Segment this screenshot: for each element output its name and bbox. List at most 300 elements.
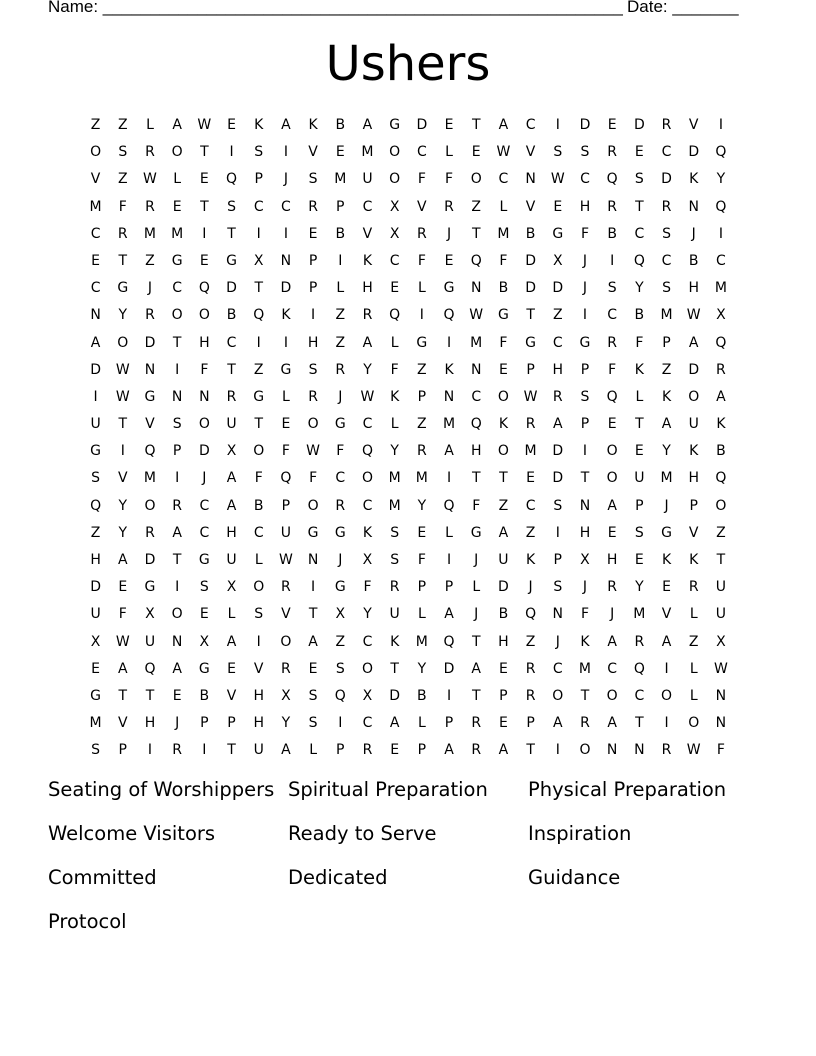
grid-letter: C <box>416 144 427 161</box>
grid-letter: L <box>635 388 644 405</box>
grid-letter: O <box>688 388 700 405</box>
grid-letter: O <box>552 687 564 704</box>
grid-letter: Z <box>117 117 128 133</box>
word-list-item: Physical Preparation <box>528 778 727 801</box>
grid-letter: I <box>446 552 452 568</box>
grid-letter: M <box>470 334 483 351</box>
grid-letter: G <box>144 579 156 596</box>
grid-letter: V <box>90 171 101 188</box>
grid-letter: C <box>661 252 672 269</box>
grid-letter: S <box>580 388 590 405</box>
grid-letter: D <box>552 443 564 460</box>
grid-letter: K <box>661 388 672 405</box>
grid-letter: R <box>525 416 536 433</box>
grid-letter: W <box>115 633 130 650</box>
grid-letter: D <box>525 252 536 269</box>
grid-letter: I <box>446 334 452 351</box>
grid-letter: R <box>172 497 183 514</box>
grid-letter: O <box>117 334 129 351</box>
grid-letter: C <box>199 497 210 514</box>
grid-letter: K <box>661 552 672 568</box>
grid-letter: A <box>90 334 101 351</box>
grid-letter: S <box>254 144 264 161</box>
grid-letter: A <box>471 660 481 677</box>
grid-letter: L <box>336 280 345 297</box>
grid-row <box>82 737 735 764</box>
grid-letter: T <box>471 687 481 704</box>
grid-letter: I <box>256 633 261 650</box>
grid-letter: H <box>253 687 264 704</box>
grid-letter: F <box>363 579 372 596</box>
grid-letter: C <box>471 388 482 405</box>
grid-letter: D <box>552 470 564 487</box>
grid-letter: K <box>390 388 400 405</box>
grid-letter: G <box>144 388 156 405</box>
grid-letter: Y <box>390 443 399 460</box>
grid-letter: F <box>200 361 209 378</box>
grid-letter: J <box>555 633 560 650</box>
grid-letter: B <box>716 443 726 460</box>
grid-letter: E <box>634 552 644 568</box>
grid-letter: R <box>661 198 672 215</box>
grid-row <box>82 574 735 601</box>
grid-letter: L <box>689 687 698 704</box>
grid-letter: S <box>308 687 318 704</box>
grid-letter: F <box>580 225 589 242</box>
grid-letter: X <box>90 633 101 650</box>
grid-letter: S <box>607 280 617 297</box>
grid-letter: D <box>389 687 401 704</box>
grid-letter: I <box>147 742 153 759</box>
grid-letter: W <box>496 144 511 161</box>
grid-letter: C <box>716 252 726 269</box>
grid-row <box>82 520 735 547</box>
grid-letter: D <box>443 660 455 677</box>
word-list-item: Guidance <box>528 866 621 889</box>
grid-letter: Q <box>606 388 618 405</box>
name-field-label: Name: _______________________________________________________ <box>48 0 623 16</box>
grid-letter: L <box>445 144 453 161</box>
grid-letter: G <box>307 524 319 541</box>
grid-letter: P <box>417 388 427 405</box>
grid-letter: R <box>308 198 318 215</box>
grid-letter: I <box>311 307 316 324</box>
grid-letter: M <box>524 443 537 460</box>
grid-letter: B <box>199 687 210 704</box>
grid-letter: E <box>335 144 345 161</box>
grid-letter: F <box>417 252 426 269</box>
grid-letter: D <box>90 361 101 378</box>
grid-letter: C <box>389 252 400 269</box>
grid-letter: J <box>582 252 588 269</box>
grid-letter: S <box>662 225 671 242</box>
grid-letter: Q <box>470 416 482 433</box>
grid-letter: I <box>93 388 98 405</box>
grid-letter: B <box>498 280 509 297</box>
grid-letter: R <box>226 388 237 405</box>
grid-letter: M <box>442 416 456 433</box>
grid-letter: L <box>499 198 508 215</box>
grid-letter: K <box>689 171 699 188</box>
grid-letter: J <box>582 579 588 596</box>
grid-letter: T <box>471 470 481 487</box>
grid-letter: E <box>634 144 644 161</box>
grid-letter: A <box>607 633 617 650</box>
grid-letter: Q <box>280 470 292 487</box>
grid-letter: I <box>202 742 207 759</box>
grid-letter: G <box>334 579 346 596</box>
grid-letter: Q <box>715 334 727 351</box>
grid-letter: Z <box>335 334 346 351</box>
grid-letter: A <box>607 497 617 514</box>
grid-letter: A <box>362 334 373 351</box>
grid-letter: F <box>336 443 345 460</box>
grid-letter: Q <box>253 307 265 324</box>
grid-letter: W <box>278 552 293 568</box>
grid-letter: E <box>607 416 617 433</box>
grid-letter: C <box>253 524 264 541</box>
grid-letter: C <box>335 470 346 487</box>
grid-letter: X <box>389 198 400 215</box>
grid-letter: O <box>90 144 102 161</box>
word-list-item: Ready to Serve <box>288 822 437 845</box>
grid-letter: C <box>580 171 590 188</box>
grid-letter: A <box>498 117 509 133</box>
grid-row <box>82 275 735 302</box>
grid-letter: T <box>526 742 535 759</box>
grid-letter: P <box>118 742 127 759</box>
grid-letter: T <box>635 416 644 433</box>
grid-letter: A <box>226 633 237 650</box>
grid-letter: D <box>280 280 292 297</box>
grid-letter: X <box>281 687 291 704</box>
word-list-item: Spiritual Preparation <box>288 778 488 801</box>
grid-letter: M <box>497 225 510 242</box>
grid-letter: K <box>716 416 726 433</box>
grid-letter: M <box>89 198 102 215</box>
grid-letter: J <box>610 606 615 623</box>
grid-letter: C <box>362 715 373 732</box>
grid-letter: W <box>713 660 728 677</box>
grid-letter: Q <box>606 171 618 188</box>
grid-row <box>82 465 735 492</box>
grid-letter: I <box>555 117 560 133</box>
grid-letter: E <box>91 252 101 269</box>
word-list-item: Dedicated <box>288 866 388 889</box>
grid-letter: R <box>607 198 618 215</box>
grid-letter: X <box>145 606 155 623</box>
grid-letter: M <box>361 144 374 161</box>
grid-letter: P <box>308 252 318 269</box>
grid-letter: K <box>254 117 264 133</box>
grid-letter: R <box>281 660 291 677</box>
grid-letter: R <box>145 144 155 161</box>
grid-letter: W <box>686 307 701 324</box>
grid-letter: V <box>117 470 128 487</box>
grid-letter: P <box>499 687 508 704</box>
grid-letter: X <box>716 633 726 650</box>
grid-letter: R <box>362 307 373 324</box>
grid-letter: X <box>253 252 264 269</box>
grid-letter: Y <box>363 361 372 378</box>
grid-letter: Q <box>334 687 346 704</box>
grid-letter: A <box>281 117 291 133</box>
grid-letter: M <box>660 470 673 487</box>
grid-letter: S <box>118 144 128 161</box>
grid-letter: N <box>90 307 101 324</box>
grid-row <box>82 438 735 465</box>
grid-letter: V <box>525 198 536 215</box>
grid-letter: O <box>361 470 373 487</box>
grid-letter: E <box>607 117 617 133</box>
grid-letter: T <box>118 416 128 433</box>
grid-letter: Y <box>635 280 644 297</box>
grid-letter: R <box>688 579 699 596</box>
grid-letter: N <box>606 742 618 759</box>
grid-letter: N <box>525 171 536 188</box>
grid-letter: D <box>579 117 591 133</box>
grid-letter: C <box>552 660 563 677</box>
grid-letter: F <box>580 606 589 623</box>
grid-letter: S <box>199 579 209 596</box>
grid-letter: C <box>362 497 373 514</box>
grid-letter: C <box>281 198 291 215</box>
grid-letter: F <box>417 552 426 568</box>
grid-letter: K <box>526 552 536 568</box>
grid-letter: T <box>471 633 481 650</box>
grid-letter: W <box>143 171 157 188</box>
grid-letter: X <box>716 307 726 324</box>
grid-letter: I <box>283 225 288 242</box>
grid-letter: J <box>202 470 207 487</box>
grid-letter: I <box>610 252 615 269</box>
grid-letter: Q <box>715 198 727 215</box>
word-list-item: Committed <box>48 866 157 889</box>
grid-letter: O <box>280 633 292 650</box>
grid-letter: C <box>634 225 645 242</box>
grid-row <box>82 166 735 193</box>
grid-letter: F <box>499 252 508 269</box>
grid-letter: J <box>664 497 669 514</box>
word-list <box>48 778 788 934</box>
grid-letter: N <box>715 687 727 704</box>
grid-letter: P <box>444 579 454 596</box>
grid-letter: R <box>525 660 536 677</box>
grid-letter: X <box>199 633 210 650</box>
grid-letter: U <box>226 416 237 433</box>
grid-letter: G <box>117 280 129 297</box>
grid-letter: T <box>118 687 128 704</box>
grid-letter: M <box>143 470 157 487</box>
grid-letter: L <box>417 606 426 623</box>
grid-letter: E <box>199 252 209 269</box>
grid-letter: O <box>661 687 673 704</box>
grid-letter: V <box>362 225 373 242</box>
grid-letter: Z <box>417 416 427 433</box>
grid-letter: I <box>555 524 560 541</box>
grid-letter: S <box>553 144 563 161</box>
grid-letter: T <box>145 687 155 704</box>
grid-letter: O <box>497 388 509 405</box>
grid-letter: G <box>552 225 564 242</box>
grid-letter: B <box>607 225 617 242</box>
grid-letter: H <box>579 524 591 541</box>
grid-letter: T <box>471 117 481 133</box>
grid-letter: Y <box>417 660 427 677</box>
grid-letter: D <box>688 144 700 161</box>
grid-letter: W <box>523 388 538 405</box>
grid-letter: T <box>635 715 644 732</box>
grid-letter: O <box>389 171 401 188</box>
grid-letter: K <box>362 524 373 541</box>
grid-letter: F <box>390 361 399 378</box>
grid-letter: Z <box>117 171 128 188</box>
grid-letter: K <box>308 117 318 133</box>
grid-letter: E <box>118 579 128 596</box>
grid-letter: R <box>117 225 128 242</box>
grid-letter: M <box>334 171 347 188</box>
grid-letter: H <box>606 552 618 568</box>
grid-letter: N <box>280 252 292 269</box>
grid-letter: T <box>635 198 644 215</box>
grid-letter: R <box>661 117 672 133</box>
grid-letter: T <box>471 225 481 242</box>
grid-letter: Y <box>118 524 128 541</box>
grid-row <box>82 112 735 139</box>
grid-letter: Q <box>470 252 482 269</box>
grid-letter: D <box>144 552 156 568</box>
grid-letter: I <box>555 742 560 759</box>
grid-letter: I <box>283 144 288 161</box>
grid-row <box>82 357 735 384</box>
grid-letter: K <box>689 552 699 568</box>
grid-letter: A <box>362 117 373 133</box>
grid-row <box>82 656 735 683</box>
word-list-item: Protocol <box>48 910 127 933</box>
grid-letter: A <box>389 715 400 732</box>
grid-letter: G <box>90 687 102 704</box>
grid-letter: P <box>580 416 590 433</box>
grid-letter: J <box>691 225 696 242</box>
grid-letter: O <box>171 606 183 623</box>
grid-letter: I <box>175 470 180 487</box>
grid-letter: L <box>254 552 263 568</box>
grid-letter: Q <box>443 307 455 324</box>
grid-letter: O <box>606 687 618 704</box>
grid-letter: I <box>664 715 669 732</box>
grid-letter: T <box>716 552 726 568</box>
grid-letter: W <box>115 361 130 378</box>
grid-letter: A <box>444 443 454 460</box>
grid-letter: N <box>171 633 183 650</box>
grid-letter: B <box>417 687 427 704</box>
grid-letter: Y <box>118 307 128 324</box>
grid-letter: Y <box>118 497 128 514</box>
grid-letter: P <box>526 715 535 732</box>
grid-letter: E <box>199 171 209 188</box>
grid-letter: E <box>227 117 236 133</box>
grid-letter: T <box>254 280 263 297</box>
grid-letter: K <box>444 361 454 378</box>
grid-letter: F <box>716 742 725 759</box>
grid-letter: A <box>607 715 617 732</box>
grid-letter: V <box>281 606 291 623</box>
grid-letter: D <box>498 579 509 596</box>
grid-letter: O <box>253 443 265 460</box>
grid-letter: L <box>689 660 698 677</box>
grid-letter: T <box>308 606 318 623</box>
grid-letter: U <box>90 606 101 623</box>
grid-letter: P <box>254 171 263 188</box>
grid-letter: O <box>361 660 373 677</box>
grid-letter: E <box>498 660 508 677</box>
grid-letter: N <box>715 715 727 732</box>
grid-letter: G <box>497 307 509 324</box>
grid-letter: O <box>606 443 618 460</box>
grid-letter: P <box>689 497 698 514</box>
grid-letter: G <box>334 524 346 541</box>
grid-letter: C <box>634 687 645 704</box>
grid-letter: F <box>635 334 644 351</box>
grid-letter: C <box>498 171 509 188</box>
grid-letter: P <box>200 715 209 732</box>
grid-letter: G <box>198 660 210 677</box>
grid-letter: S <box>91 742 101 759</box>
grid-letter: L <box>146 117 154 133</box>
grid-letter: V <box>417 198 427 215</box>
grid-letter: V <box>226 687 237 704</box>
grid-letter: Q <box>389 307 401 324</box>
grid-letter: I <box>419 307 424 324</box>
grid-letter: L <box>227 606 236 623</box>
grid-letter: I <box>338 252 343 269</box>
grid-letter: D <box>633 117 645 133</box>
grid-letter: O <box>253 579 265 596</box>
grid-letter: A <box>172 524 182 541</box>
grid-letter: W <box>197 117 212 133</box>
grid-letter: A <box>117 552 128 568</box>
grid-letter: E <box>444 117 454 133</box>
grid-letter: W <box>360 388 375 405</box>
grid-letter: T <box>499 470 508 487</box>
grid-letter: L <box>309 742 317 759</box>
grid-letter: V <box>661 606 672 623</box>
grid-letter: F <box>118 606 127 623</box>
grid-letter: O <box>715 497 727 514</box>
grid-letter: M <box>89 715 102 732</box>
grid-letter: L <box>445 524 453 541</box>
grid-letter: D <box>416 117 428 133</box>
grid-letter: C <box>362 198 373 215</box>
grid-letter: V <box>688 524 699 541</box>
date-field-label: Date: _______ <box>627 0 739 16</box>
grid-letter: R <box>172 742 183 759</box>
grid-letter: U <box>226 552 237 568</box>
grid-letter: P <box>281 497 291 514</box>
grid-letter: A <box>226 497 237 514</box>
grid-letter: O <box>144 497 156 514</box>
grid-letter: E <box>417 524 427 541</box>
grid-letter: Q <box>525 606 537 623</box>
grid-letter: T <box>390 660 399 677</box>
grid-row <box>82 302 735 329</box>
grid-letter: W <box>306 443 321 460</box>
grid-letter: V <box>253 660 264 677</box>
grid-row <box>82 384 735 411</box>
grid-letter: B <box>634 307 645 324</box>
grid-letter: H <box>199 334 210 351</box>
grid-letter: G <box>198 552 210 568</box>
